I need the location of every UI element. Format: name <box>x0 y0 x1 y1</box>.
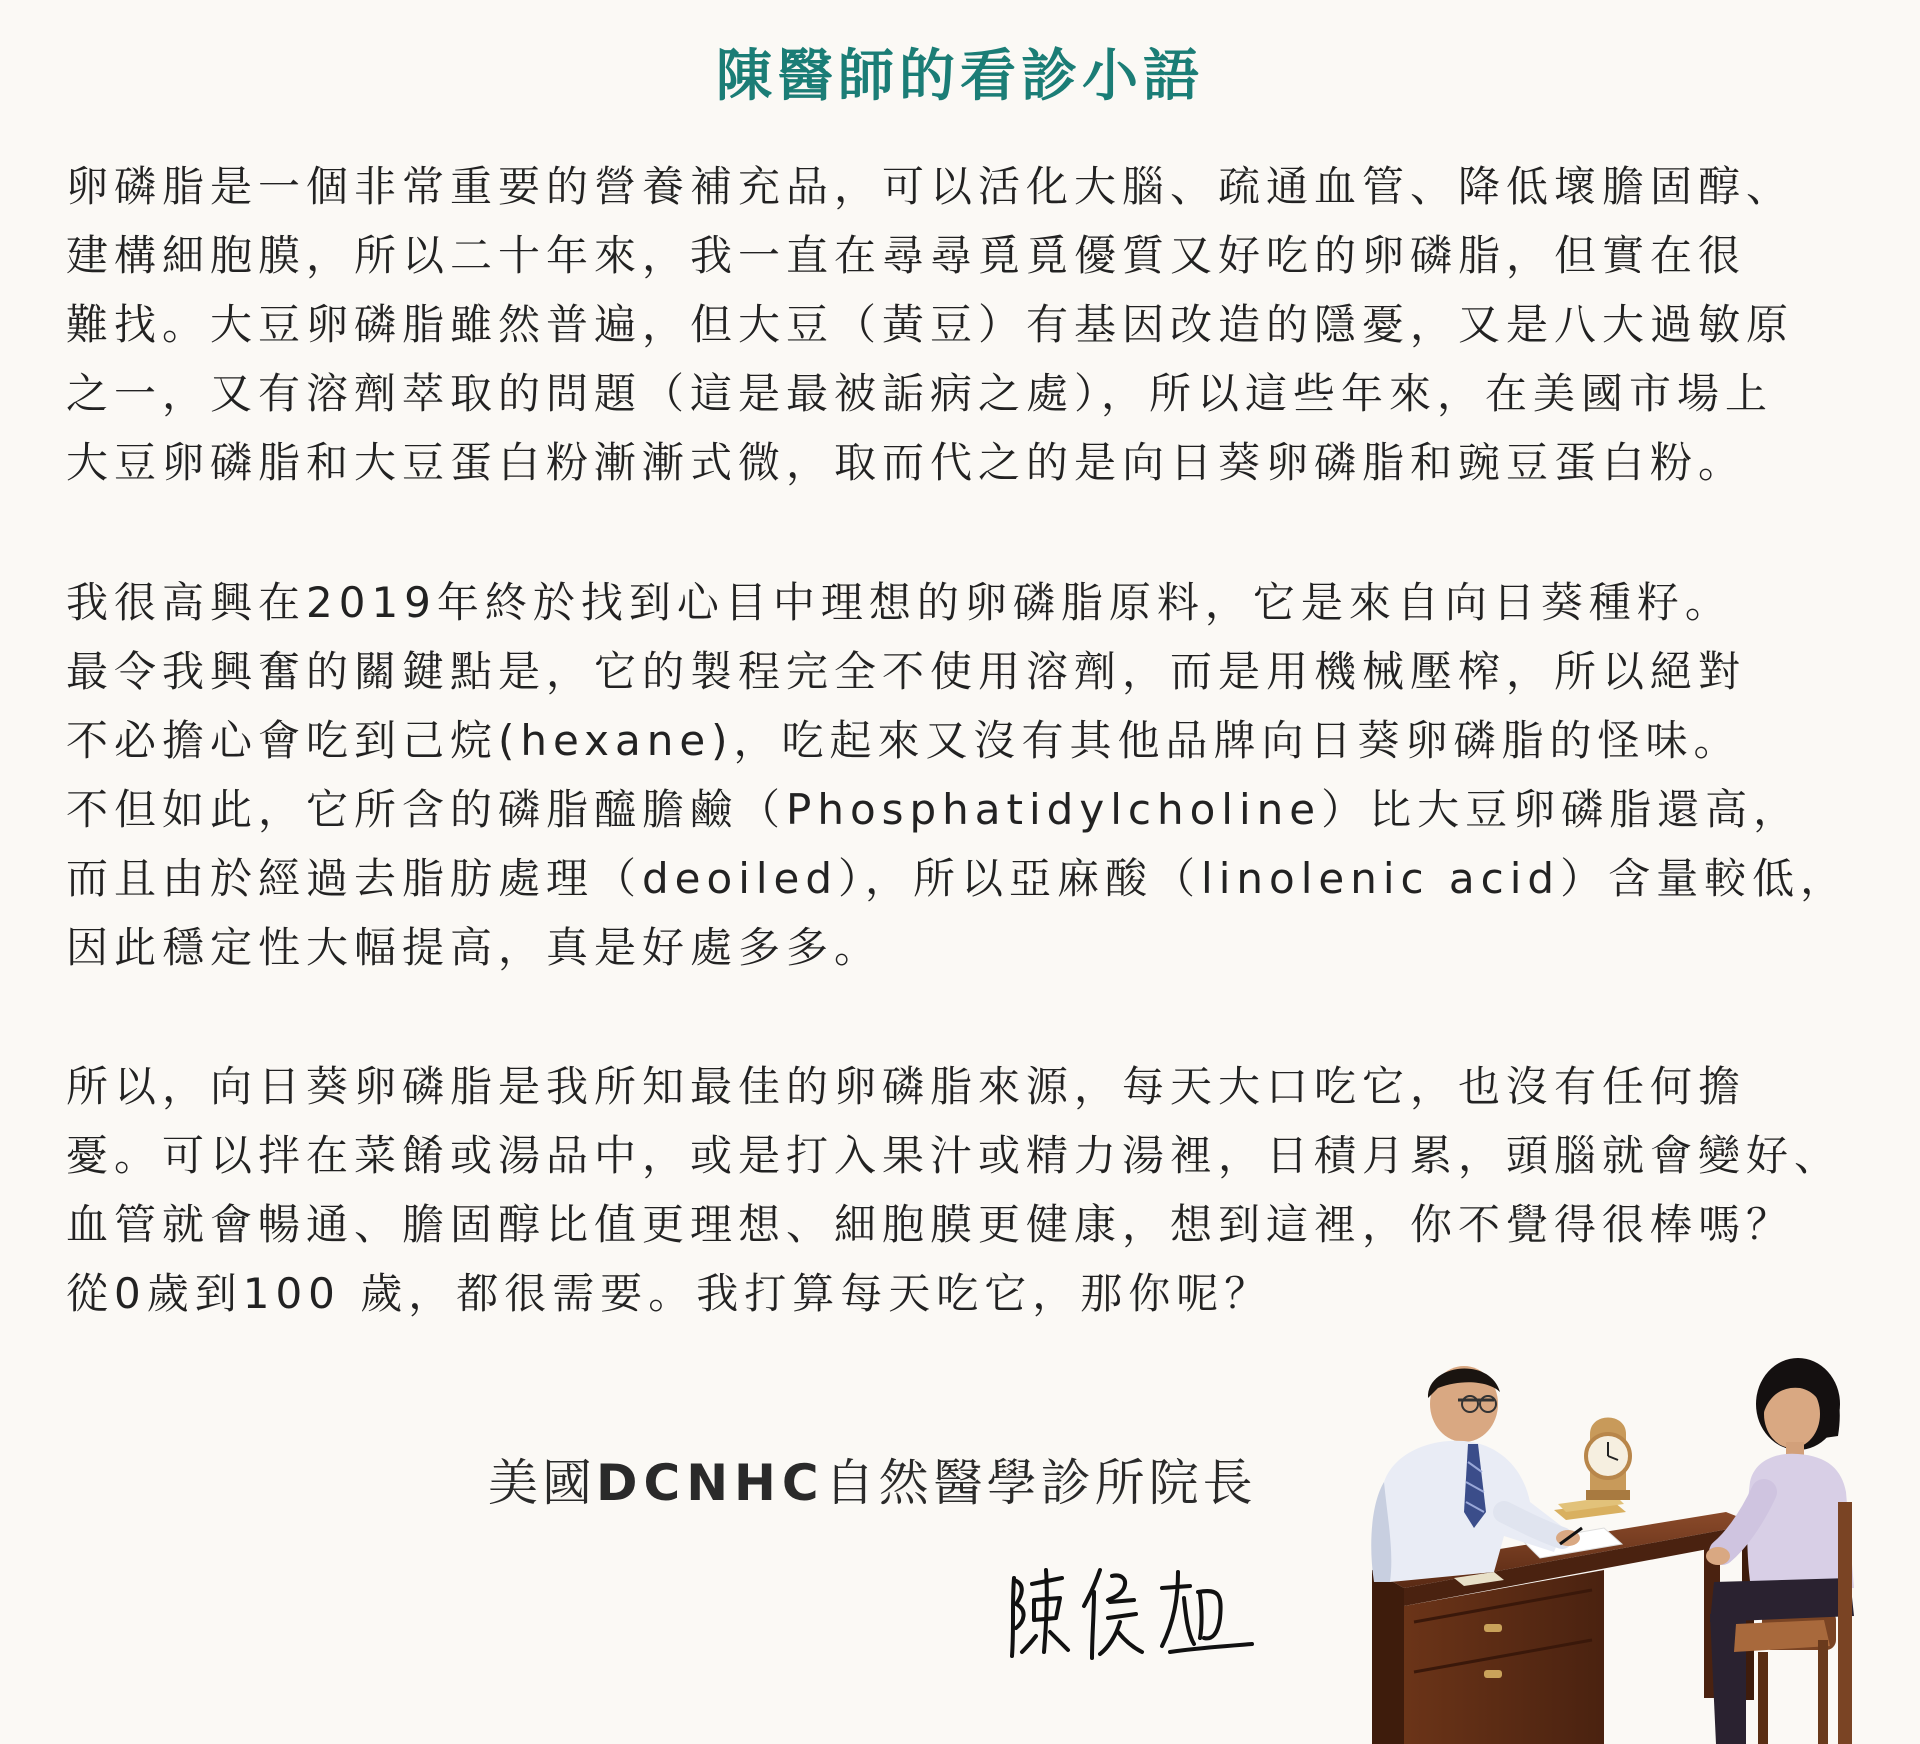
text-line: 所以，向日葵卵磷脂是我所知最佳的卵磷脂來源，每天大口吃它，也沒有任何擔 <box>66 1062 1747 1111</box>
clinic-brand: DCNHC <box>596 1454 825 1512</box>
text-line: 我很高興在2019年終於找到心目中理想的卵磷脂原料，它是來自向日葵種籽。 <box>66 578 1733 627</box>
text-line: 卵磷脂是一個非常重要的營養補充品，可以活化大腦、疏通血管、降低壞膽固醇、 <box>66 162 1795 211</box>
text-line: 不但如此，它所含的磷脂醯膽鹼（Phosphatidylcholine）比大豆卵磷脂還高， <box>66 785 1802 834</box>
text-line: 血管就會暢通、膽固醇比值更理想、細胞膜更健康，想到這裡，你不覺得很棒嗎？ <box>66 1200 1795 1249</box>
text-line: 而且由於經過去脂肪處理（deoiled），所以亞麻酸（linolenic acid）含量較低， <box>66 854 1849 903</box>
text-line: 建構細胞膜，所以二十年來，我一直在尋尋覓覓優質又好吃的卵磷脂，但實在很 <box>66 231 1747 280</box>
paragraph-1 <box>66 152 1866 497</box>
text-line: 因此穩定性大幅提高，真是好處多多。 <box>66 923 883 972</box>
text-line: 憂。可以拌在菜餚或湯品中，或是打入果汁或精力湯裡，日積月累，頭腦就會變好、 <box>66 1131 1843 1180</box>
page-title: 陳醫師的看診小語 <box>716 44 1204 109</box>
text-line: 大豆卵磷脂和大豆蛋白粉漸漸式微，取而代之的是向日葵卵磷脂和豌豆蛋白粉。 <box>66 438 1747 487</box>
text-line: 難找。大豆卵磷脂雖然普遍，但大豆（黃豆）有基因改造的隱憂，又是八大過敏原 <box>66 300 1795 349</box>
paragraph-2 <box>66 568 1866 982</box>
text-line: 不必擔心會吃到己烷(hexane)，吃起來又沒有其他品牌向日葵卵磷脂的怪味。 <box>66 716 1742 765</box>
text-line: 之一，又有溶劑萃取的問題（這是最被詬病之處），所以這些年來，在美國市場上 <box>66 369 1774 418</box>
author-title-suffix: 自然醫學診所院長 <box>824 1454 1257 1512</box>
paragraph-3 <box>66 1052 1866 1328</box>
author-title <box>488 1448 1257 1518</box>
author-title-prefix: 美國 <box>488 1454 596 1512</box>
text-line: 從0歲到100 歲，都很需要。我打算每天吃它，那你呢？ <box>66 1269 1273 1318</box>
handwritten-signature <box>1000 1548 1260 1668</box>
consultation-photo <box>1354 1352 1864 1744</box>
text-line: 最令我興奮的關鍵點是，它的製程完全不使用溶劑，而是用機械壓榨，所以絕對 <box>66 647 1747 696</box>
